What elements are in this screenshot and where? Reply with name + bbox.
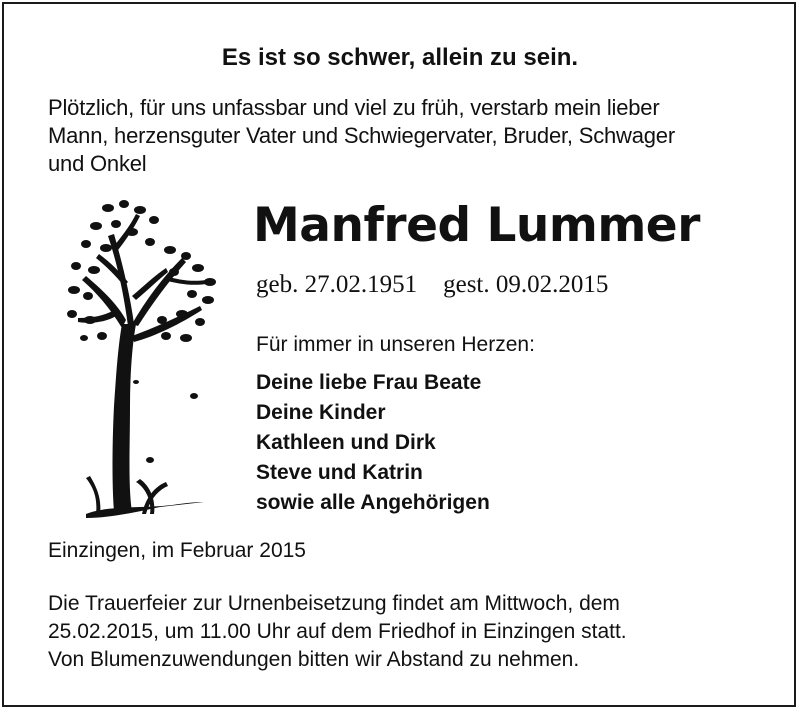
place-date: Einzingen, im Februar 2015	[48, 539, 306, 562]
intro-text	[48, 94, 768, 178]
obituary-heading: Es ist so schwer, allein zu sein.	[221, 44, 579, 71]
intro-line: Plötzlich, für uns unfassbar und viel zu früh, verstarb mein lieber	[48, 95, 660, 120]
intro-line: Mann, herzensguter Vater und Schwiegervater, Bruder, Schwager	[48, 123, 675, 148]
mourners-list	[256, 368, 490, 518]
life-dates	[256, 270, 608, 300]
death-date: gest. 09.02.2015	[443, 271, 609, 298]
mourner-entry: Steve und Katrin	[256, 461, 423, 484]
mourner-entry: Deine liebe Frau Beate	[256, 371, 482, 394]
intro-line: und Onkel	[48, 151, 147, 176]
tree-icon	[66, 196, 222, 524]
funeral-notice	[48, 590, 770, 674]
mourner-entry: Deine Kinder	[256, 401, 386, 424]
deceased-name: Manfred Lummer	[253, 198, 700, 253]
mourner-entry: Kathleen und Dirk	[256, 431, 436, 454]
notice-line: Von Blumenzuwendungen bitten wir Abstand zu nehmen.	[48, 648, 580, 671]
remembrance-line: Für immer in unseren Herzen:	[256, 333, 535, 356]
notice-line: Die Trauerfeier zur Urnenbeisetzung findet am Mittwoch, dem	[48, 592, 620, 615]
mourner-entry: sowie alle Angehörigen	[256, 491, 490, 514]
birth-date: geb. 27.02.1951	[256, 271, 418, 298]
notice-line: 25.02.2015, um 11.00 Uhr auf dem Friedhof in Einzingen statt.	[48, 620, 627, 643]
